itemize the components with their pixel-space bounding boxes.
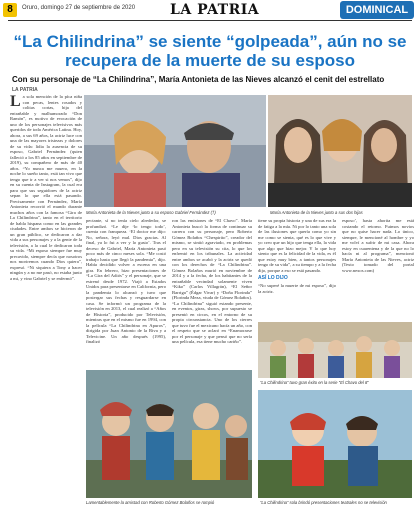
photo-couple [84,95,266,207]
headline: “La Chilindrina” se siente “golpeada”, aún no se recupera de la muerte de su esposo [13,32,407,70]
masthead: LA PATRIA [170,2,260,18]
page-number-badge: 8 [3,3,17,17]
article-column-1 [10,94,82,514]
caption-photo-bolanos: Lamentablemente la amistad con Roberto Gómez Bolaños se rompió [86,500,215,505]
column-4-quote: “No superé la muerte de mi esposo”, dijo la actriz. [258,283,336,294]
caption-photo-chavo-cast: “La Chilindrina” tuvo gran éxito en la serie “El Chavo del 8” [260,380,369,385]
photo-daughters [268,95,412,207]
photo-chilindrina-bolanos [86,370,252,498]
column-4-subtitle: ASÍ LO DIJO [258,275,288,281]
subheadline: Con su personaje de “La Chilindrina”, María Antonieta de las Nieves alcanzó el cenit del estrellato [12,75,385,84]
photo-couple-image [84,95,266,207]
photo-daughters-image [268,95,412,207]
brand-logo: DOMINICAL [340,1,414,19]
article-column-3: ron las emisiones de “El Chavo”. María Antonieta buscó la forma de continuar su carrera con su personaje, pero Roberto Gómez Bolaños “Chespirito”, creador del mismo, se sintió agraviado, en problemas pero en su televisión su cita, lo que los enfrentó en los tribunales. La actividad entre ambos se acabó y la actriz se quedó con los derechos de “La Chilindrina”. Gómez Bolaños murió en noviembre de 2014 y a la fecha, de los habitantes de la entrañable vecindad solamente viven “Kiko” (Carlos Villagrán), “El Señor Barriga” (Édgar Vivar) y “Doña Florinda” (Florinda Meza, viuda de Gómez Bolaños). “La Chilindrina” siguió estando presente, en eventos, giras, shows, por supuesto se presentó en circos, en el entorno de su propia circunstancia. Uno de los cierres que tuvo fue el mexicano hacía un año, con el respeto que se aclaró en “Enamorarse por el personaje y que pensó que no sería una película, esa tiene mucho cariño”. [172,218,252,344]
dateline: Oruro, domingo 27 de septiembre de 2020 [22,5,136,11]
dropcap: L [10,94,21,110]
caption-photo-couple: María Antonieta de la Nieves junto a su esposo Gabriel Fernández (†) [86,210,216,215]
photo-chavo-cast-image [258,322,412,378]
photo-chavo-cast [258,322,412,378]
header-divider [8,20,412,21]
photo-chilindrina-bolanos-image [86,370,252,498]
article-column-5: esposo’, hasta ahorita me está costando el retorno. Fuimos novios que no quise hacer nada. Lo único, siempre, le mencioné al hombre y yo me volví a sufrir de mi casa. Ahora estoy en cuarentena y de la que no lo hacía ni al programa”, mencionó María Antonieta de las Nieves, actriz (Texto tomado del portal www.nexos.com) [342,218,414,273]
photo-chilindrina-teatral-image [258,390,412,498]
column-4-text: tiene su propia historia y una de sus era la de fatiga a la mía. Ni por lo tanto una sola de las ilusiones que quería como yo sin me como se sienta, qué es lo que vive y yo creo que un hijo que tenga ella, la vida que algo que hizo mejor. Y lo que hoy siento que es la felicidad de la vida, es él que estoy muy bien, a tantos personajes tengo de su vida”, a su tiempo y a la fecha dijo, porque a eso se está pasando. [258,218,336,273]
caption-photo-daughters: María Antonieta de la Nieves junto a sus dos hijas [270,210,363,215]
article-column-2: pectante, sí no tenía cielo alrededor, se profundizó. “Le dije ‘lo tengo todo’, cuenta con franqueza. ‘El doctor me dijo: No, señora, leyó mal. Dios gracias. Al final, ya lo fui a ver y lo gusto’. Tras el deceso de Gabriel, María Antonieta pasó poco más de cinco meses sola. “Me costó trabajo hasta que llegó la pandemia”, dijo. Había decidido volver a escena en una gira. En febrero, hizo presentaciones de “La Gira del Adiós” y el personaje, que se estrenó desde 1972. Viajó a Estados Unidos para presentarse en California, pero la pandemia lo alcanzó y tuvo que postergar sus fechas y resguardarse en casa. Se informó un programa de la televisión en 2013, el cual realizó a “Años de Historia”, producido por Televisión, mientras que en el mismo fue en 1994, con la película “La Chilindrina en Apuros”, dirigida por Juan Antonio de la Riva y a Televicine. Un año después (1995), finalizó [86,218,166,344]
caption-photo-teatral: “La Chilindrina” sola brindó presentaciones teatrales no se televisión [260,500,387,505]
page-header [0,0,420,28]
section-label: LA PATRIA [12,87,38,93]
photo-chilindrina-teatral [258,390,412,498]
column-1-text: a sola mención de la píca niña con pecas, lentes rosados y colitas cortas, hija del entrañable y malhumorado “Don Ramón”, es motivo de evocación de uno de los personajes televisivos más queridos de toda América Latina. Hoy, ahora, a sus 69 años, la actriz luce con una de las mayores tristezas y dolores de su vida: lidia la ausencia de su esposo, Gabriel Fernández (quien falleció a los 85 años en septiembre de 2019), su compañero de más de 40 años. “Yo nunca me muero, en la noche lo sueño tanto, está tan vivo que tengo que ir a ver si nos vemos”, dijo en su cuenta de Instagram, la cual era para que sus seguidores de la actriz sepan lo que ella está pasando. Precisamente con Fernández, María Antonieta recorrió el mundo durante muchos años con la famosa “Gira de La Chilindrina”, tanto en el territorio de habla hispana como en las grandes ciudades. Entre ambos se hicieron de un gran público, se dedicaron a dar vida a sus personajes y a la gente de la televisión, a la cual le dedicaron toda su vida. “Mi esposo siempre fue muy precavido, siempre decía que nosotros nos moriremos cuando Dios quiera”, expresó. “Ni siquiera a Tony a hacer ningún y a no me pasó, no estaba junto a mi, y vino Gabriel y se enfermó”. [10,94,82,281]
